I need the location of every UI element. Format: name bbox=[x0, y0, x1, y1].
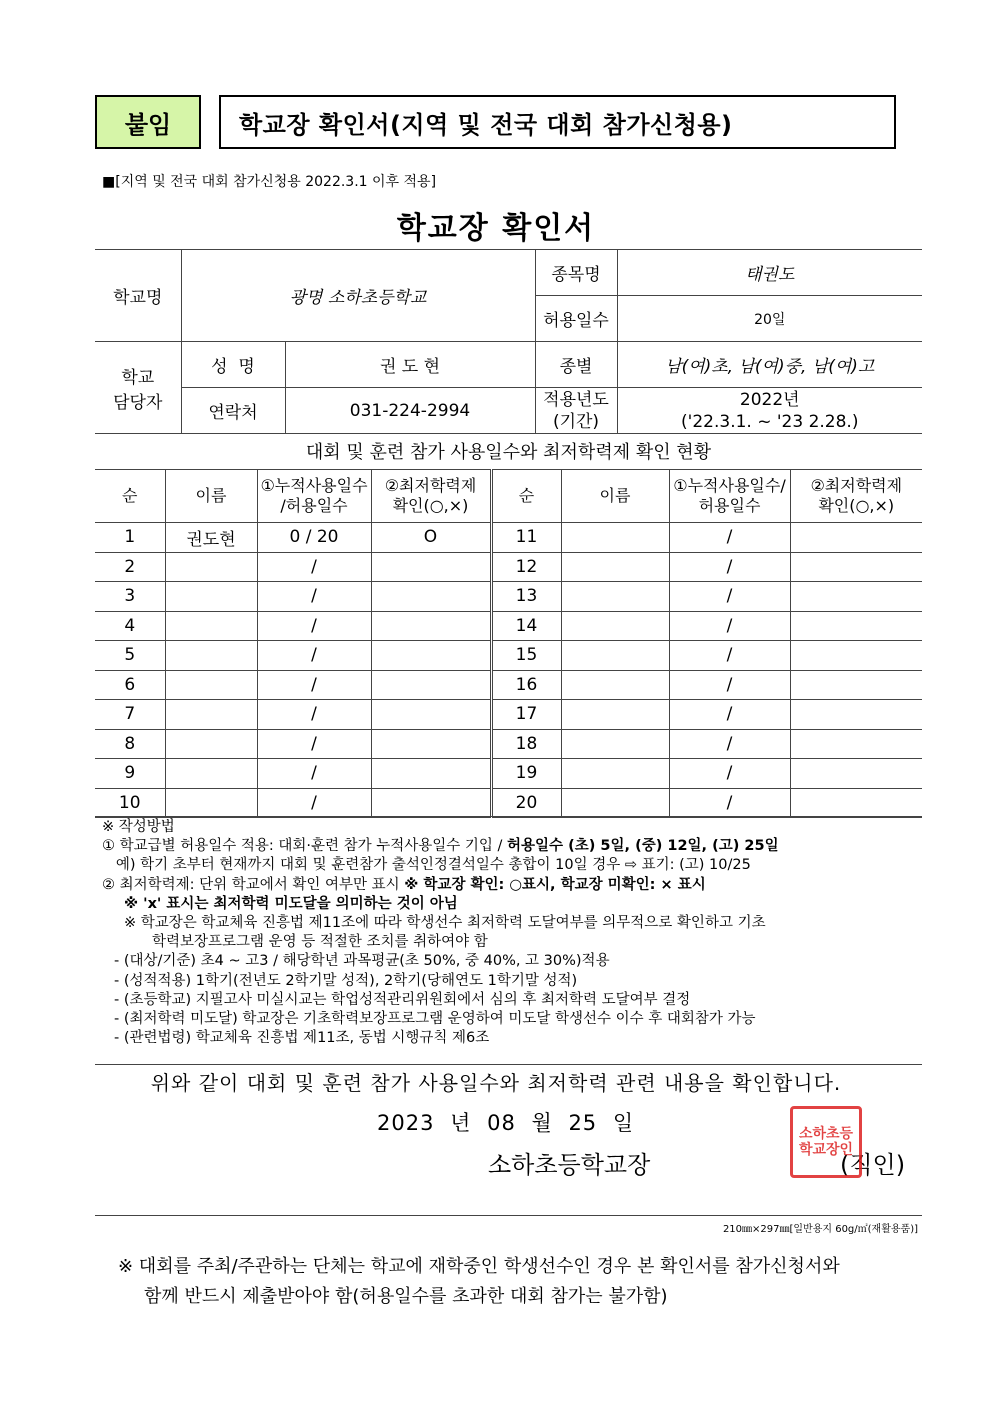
row-name: 권도현 bbox=[165, 523, 257, 553]
row-no-right: 16 bbox=[491, 670, 561, 700]
name-value: 권 도 현 bbox=[285, 342, 535, 388]
year-value-cell bbox=[617, 388, 922, 434]
row-min-check bbox=[371, 611, 491, 641]
row-days-right: / bbox=[669, 759, 790, 789]
row-days: 0 / 20 bbox=[257, 523, 371, 553]
row-days-right: / bbox=[669, 552, 790, 582]
row-min-check bbox=[371, 700, 491, 730]
row-min-check bbox=[371, 582, 491, 612]
table-row bbox=[95, 641, 922, 671]
row-name bbox=[165, 611, 257, 641]
header-min-right bbox=[790, 470, 922, 523]
applicability-note: ■[지역 및 전국 대회 참가신청용 2022.3.1 이후 적용] bbox=[102, 174, 437, 190]
row-min-check bbox=[371, 670, 491, 700]
row-name-right bbox=[561, 759, 669, 789]
row-days-right: / bbox=[669, 788, 790, 818]
row-no: 1 bbox=[95, 523, 165, 553]
bullet-2: - (성적적용) 1학기(전년도 2학기말 성적), 2학기(당해연도 1학기말 성적) bbox=[114, 972, 578, 989]
row-name bbox=[165, 700, 257, 730]
official-seal: 소하초등학교장인 bbox=[790, 1106, 862, 1178]
row-no: 3 bbox=[95, 582, 165, 612]
submission-note bbox=[118, 1252, 918, 1312]
table-row bbox=[95, 582, 922, 612]
submission-note-line2: 함께 반드시 제출받아야 함(허용일수를 초과한 대회 참가는 불가함) bbox=[144, 1286, 668, 1307]
info-table bbox=[95, 249, 922, 434]
table-row bbox=[95, 552, 922, 582]
row-no-right: 15 bbox=[491, 641, 561, 671]
header-min bbox=[371, 470, 491, 523]
contact-value: 031-224-2994 bbox=[285, 388, 535, 434]
header-days-right-line2: 허용일수 bbox=[698, 496, 761, 515]
row-name bbox=[165, 552, 257, 582]
row-days: / bbox=[257, 611, 371, 641]
row-days-right: / bbox=[669, 670, 790, 700]
document-header-title: 학교장 확인서(지역 및 전국 대회 참가신청용) bbox=[219, 95, 896, 149]
section-title: 대회 및 훈련 참가 사용일수와 최저학력제 확인 현황 bbox=[305, 442, 712, 463]
footer-divider bbox=[95, 1215, 922, 1216]
table-row bbox=[95, 788, 922, 818]
row-name-right bbox=[561, 641, 669, 671]
row-min-check-right bbox=[790, 700, 922, 730]
participation-table bbox=[95, 469, 922, 818]
header-days-right-line1: ①누적사용일수/ bbox=[673, 476, 786, 495]
header-name-right: 이름 bbox=[561, 470, 669, 523]
header-min-line2: 확인(○,×) bbox=[392, 496, 469, 515]
row-days: / bbox=[257, 788, 371, 818]
header-days bbox=[257, 470, 371, 523]
row-days: / bbox=[257, 759, 371, 789]
school-value: 광명 소하초등학교 bbox=[181, 250, 535, 342]
header-no-right: 순 bbox=[491, 470, 561, 523]
row-name bbox=[165, 670, 257, 700]
row-name-right bbox=[561, 700, 669, 730]
row-min-check-right bbox=[790, 729, 922, 759]
header-name: 이름 bbox=[165, 470, 257, 523]
row-days: / bbox=[257, 670, 371, 700]
confirmation-statement: 위와 같이 대회 및 훈련 참가 사용일수와 최저학력 관련 내용을 확인합니다. bbox=[150, 1071, 842, 1095]
row-no-right: 11 bbox=[491, 523, 561, 553]
bullet-1: - (대상/기준) 초4 ~ 고3 / 해당학년 과목평균(초 50%, 중 40%, 고 30%)적용 bbox=[114, 953, 610, 970]
signer-name: 소하초등학교장 bbox=[488, 1151, 651, 1179]
header-days-line2: /허용일수 bbox=[280, 496, 348, 515]
table-row bbox=[95, 523, 922, 553]
allowed-days-label: 허용일수 bbox=[535, 296, 617, 342]
bullet-4: - (최저학력 미도달) 학교장은 기초학력보장프로그램 운영하여 미도달 학생선수 이수 후 대회참가 가능 bbox=[114, 1011, 756, 1028]
instruction-2 bbox=[102, 876, 922, 895]
row-min-check bbox=[371, 759, 491, 789]
issue-date: 2023 년 08 월 25 일 bbox=[377, 1111, 635, 1135]
submission-note-line1: ※ 대회를 주최/주관하는 단체는 학교에 재학중인 학생선수인 경우 본 확인서를 참가신청서와 bbox=[118, 1256, 840, 1277]
row-days-right: / bbox=[669, 611, 790, 641]
row-no-right: 14 bbox=[491, 611, 561, 641]
header-days-right bbox=[669, 470, 790, 523]
instructions-heading: ※ 작성방법 bbox=[102, 819, 175, 835]
row-days-right: / bbox=[669, 700, 790, 730]
row-days: / bbox=[257, 552, 371, 582]
notes-divider bbox=[95, 1064, 922, 1065]
table-row bbox=[95, 700, 922, 730]
row-no-right: 18 bbox=[491, 729, 561, 759]
allowed-days-value: 20일 bbox=[617, 296, 922, 342]
row-days-right: / bbox=[669, 641, 790, 671]
row-min-check-right bbox=[790, 670, 922, 700]
row-name-right bbox=[561, 552, 669, 582]
staff-label-line1: 학교 bbox=[121, 367, 155, 388]
division-label: 종별 bbox=[535, 342, 617, 388]
table-row bbox=[95, 670, 922, 700]
instruction-3: ※ 'x' 표시는 최저학력 미도달을 의미하는 것이 아님 bbox=[124, 895, 458, 912]
row-days-right: / bbox=[669, 729, 790, 759]
row-min-check-right bbox=[790, 611, 922, 641]
table-row bbox=[95, 611, 922, 641]
row-name-right bbox=[561, 788, 669, 818]
name-label: 성 명 bbox=[181, 342, 285, 388]
contact-label: 연락처 bbox=[181, 388, 285, 434]
seal-label: (직인) bbox=[840, 1151, 906, 1179]
row-name-right bbox=[561, 582, 669, 612]
instruction-4-cont: 학력보장프로그램 운영 등 적절한 조치를 취하여야 함 bbox=[152, 934, 488, 951]
row-days-right: / bbox=[669, 582, 790, 612]
attachment-badge: 붙임 bbox=[95, 95, 201, 149]
row-name bbox=[165, 582, 257, 612]
row-name-right bbox=[561, 729, 669, 759]
row-no: 10 bbox=[95, 788, 165, 818]
row-no-right: 17 bbox=[491, 700, 561, 730]
row-days: / bbox=[257, 582, 371, 612]
staff-label bbox=[95, 342, 181, 434]
year-value: 2022년 bbox=[739, 389, 800, 410]
table-row bbox=[95, 759, 922, 789]
period-value: ('22.3.1. ~ '23 2.28.) bbox=[681, 411, 859, 432]
school-label: 학교명 bbox=[95, 250, 181, 342]
row-days-right: / bbox=[669, 523, 790, 553]
row-min-check-right bbox=[790, 552, 922, 582]
bullet-3: - (초등학교) 지필고사 미실시교는 학업성적관리위원회에서 심의 후 최저학력 도달여부 결정 bbox=[114, 991, 691, 1008]
row-no: 6 bbox=[95, 670, 165, 700]
row-min-check-right bbox=[790, 582, 922, 612]
header-min-right-line2: 확인(○,×) bbox=[818, 496, 895, 515]
header-min-line1: ②최저학력제 bbox=[384, 476, 477, 495]
row-name-right bbox=[561, 670, 669, 700]
row-min-check-right bbox=[790, 523, 922, 553]
instructions bbox=[102, 818, 922, 1048]
sport-value: 태권도 bbox=[617, 250, 922, 296]
page-title: 학교장 확인서 bbox=[396, 211, 596, 246]
row-min-check-right bbox=[790, 759, 922, 789]
row-no: 8 bbox=[95, 729, 165, 759]
row-days: / bbox=[257, 641, 371, 671]
instruction-4: ※ 학교장은 학교체육 진흥법 제11조에 따라 학생선수 최저학력 도달여부를 의무적으로 확인하고 기초 bbox=[124, 915, 766, 932]
staff-label-line2: 담당자 bbox=[113, 392, 163, 413]
instruction-1 bbox=[102, 837, 922, 856]
header-no: 순 bbox=[95, 470, 165, 523]
row-no: 4 bbox=[95, 611, 165, 641]
row-min-check: O bbox=[371, 523, 491, 553]
row-min-check-right bbox=[790, 788, 922, 818]
row-no-right: 19 bbox=[491, 759, 561, 789]
row-name bbox=[165, 788, 257, 818]
header-min-right-line1: ②최저학력제 bbox=[810, 476, 903, 495]
row-no: 5 bbox=[95, 641, 165, 671]
row-min-check bbox=[371, 552, 491, 582]
instruction-1-text: ① 학교급별 허용일수 적용: 대회·훈련 참가 누적사용일수 기입 / bbox=[102, 838, 508, 855]
instruction-1-example: 예) 학기 초부터 현재까지 대회 및 훈련참가 출석인정결석일수 총합이 10일 경우 ⇨ 표기: (고) 10/25 bbox=[102, 857, 751, 874]
row-name-right bbox=[561, 523, 669, 553]
sport-label: 종목명 bbox=[535, 250, 617, 296]
instruction-2-bold: ※ 학교장 확인: ○표시, 학교장 미확인: × 표시 bbox=[404, 876, 706, 893]
year-label-line2: (기간) bbox=[552, 411, 600, 432]
row-name-right bbox=[561, 611, 669, 641]
year-label-line1: 적용년도 bbox=[543, 389, 609, 410]
participation-rows bbox=[95, 523, 922, 818]
year-label bbox=[535, 388, 617, 434]
row-name bbox=[165, 641, 257, 671]
row-no: 7 bbox=[95, 700, 165, 730]
row-min-check bbox=[371, 729, 491, 759]
instruction-2-text: ② 최저학력제: 단위 학교에서 확인 여부만 표시 bbox=[102, 876, 405, 893]
row-no-right: 20 bbox=[491, 788, 561, 818]
row-no-right: 13 bbox=[491, 582, 561, 612]
division-value: 남(여)초, 남(여)중, 남(여)고 bbox=[617, 342, 922, 388]
row-no-right: 12 bbox=[491, 552, 561, 582]
row-name bbox=[165, 759, 257, 789]
bullet-5: - (관련법령) 학교체육 진흥법 제11조, 동법 시행규칙 제6조 bbox=[114, 1030, 490, 1047]
instruction-1-bold: 허용일수 (초) 5일, (중) 12일, (고) 25일 bbox=[507, 838, 779, 855]
row-min-check bbox=[371, 641, 491, 671]
row-days: / bbox=[257, 700, 371, 730]
row-no: 9 bbox=[95, 759, 165, 789]
row-name bbox=[165, 729, 257, 759]
header-days-line1: ①누적사용일수 bbox=[260, 476, 368, 495]
table-bottom-divider bbox=[95, 816, 922, 817]
row-min-check-right bbox=[790, 641, 922, 671]
row-no: 2 bbox=[95, 552, 165, 582]
row-days: / bbox=[257, 729, 371, 759]
row-min-check bbox=[371, 788, 491, 818]
paper-spec: 210㎜×297㎜[일반용지 60g/㎡(재활용품)] bbox=[722, 1224, 918, 1235]
table-row bbox=[95, 729, 922, 759]
